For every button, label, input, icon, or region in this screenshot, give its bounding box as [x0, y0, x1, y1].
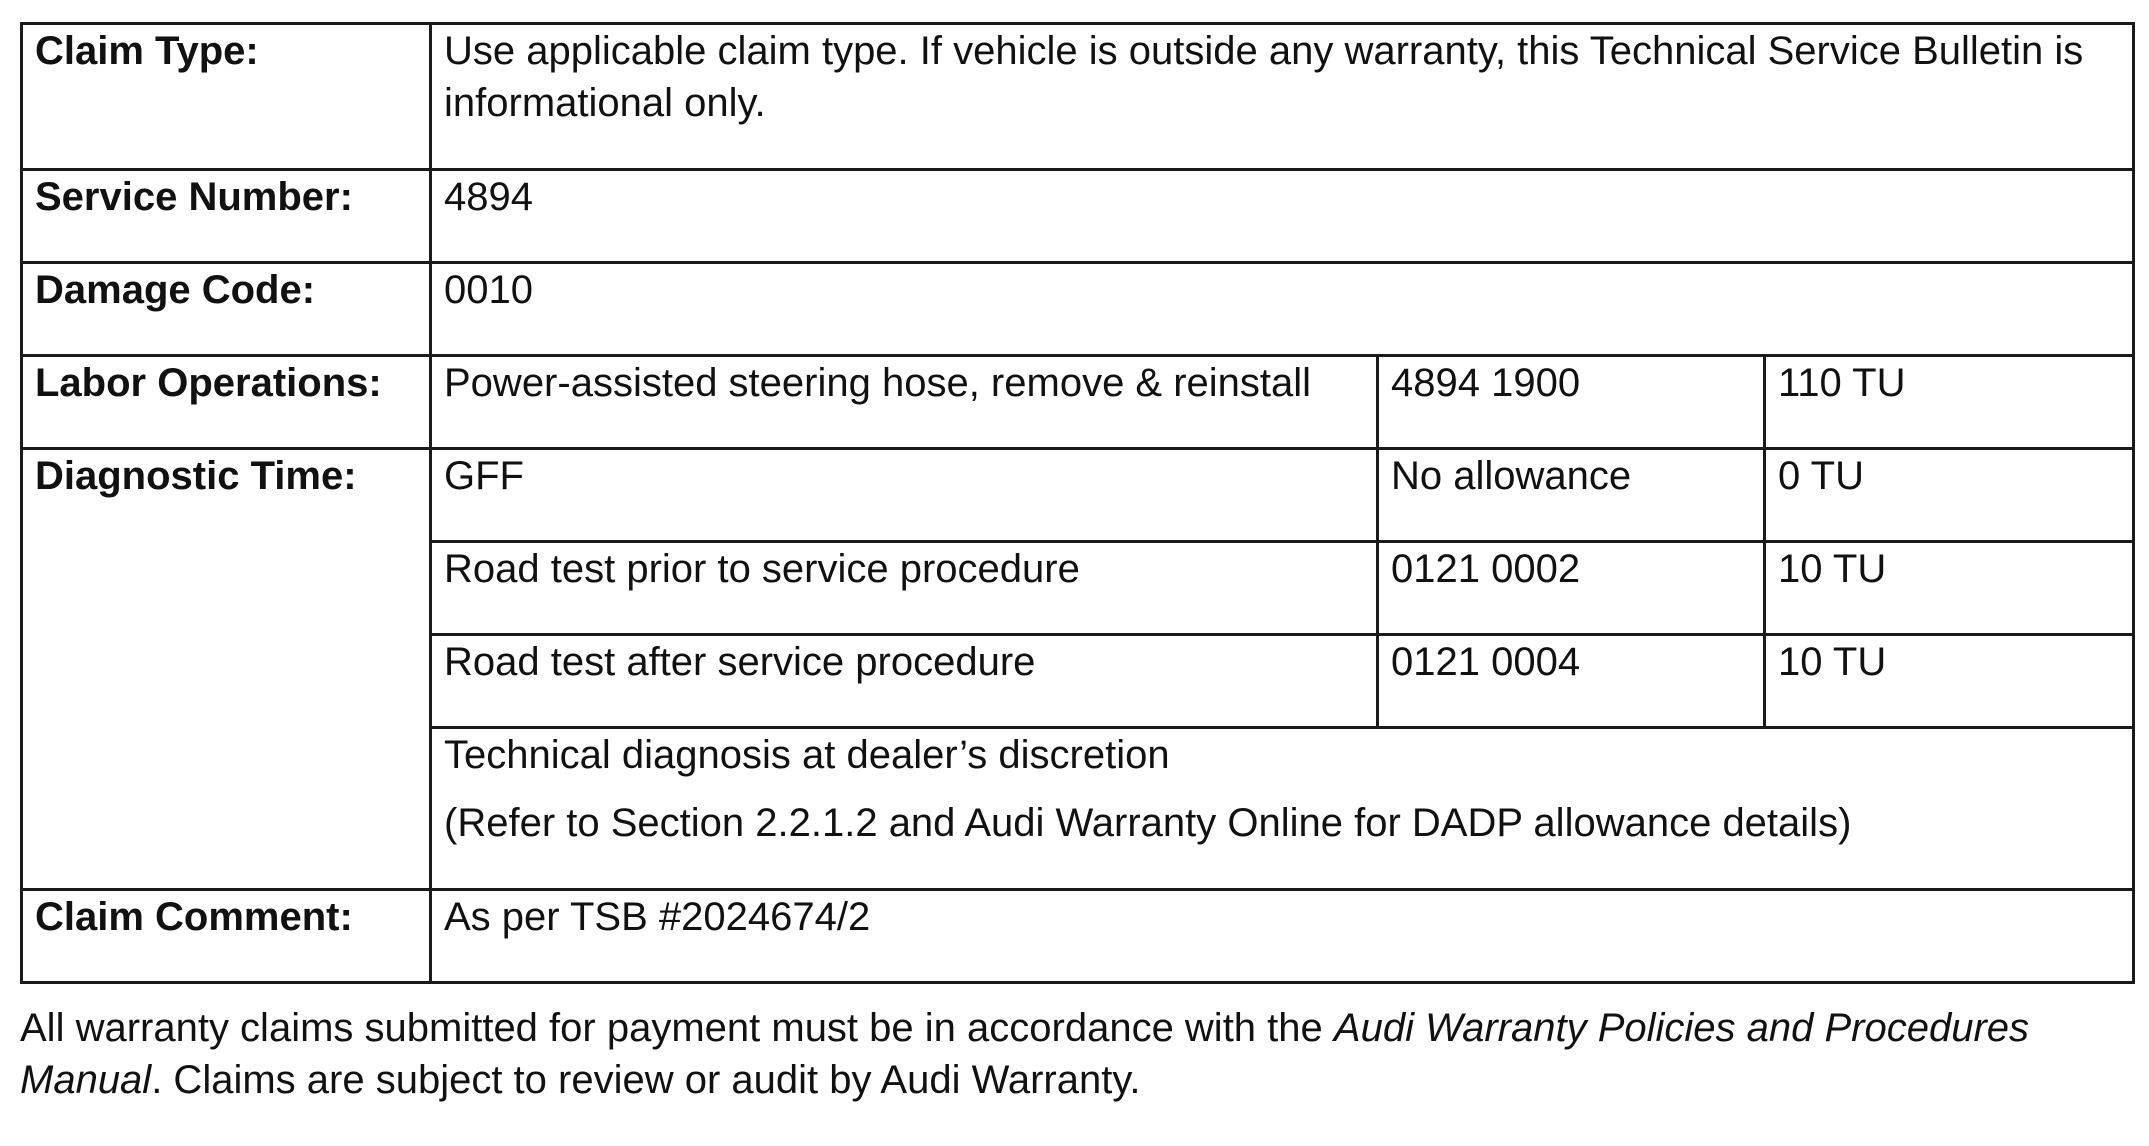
diagnostic-time-label: Diagnostic Time: [22, 449, 431, 890]
diagnostic-item-description: GFF [431, 449, 1378, 542]
footer-text-after: . Claims are subject to review or audit by Audi Warranty. [151, 1058, 1141, 1102]
diagnostic-item-code: 0121 0004 [1378, 635, 1765, 728]
claim-comment-value: As per TSB #2024674/2 [431, 890, 2134, 983]
diagnostic-item-time: 10 TU [1765, 542, 2134, 635]
diagnostic-item-time: 10 TU [1765, 635, 2134, 728]
diagnostic-item-code: 0121 0002 [1378, 542, 1765, 635]
diagnostic-note-line: Technical diagnosis at dealer’s discretion [444, 733, 1170, 777]
labor-operation-code: 4894 1900 [1378, 356, 1765, 449]
claim-type-row [22, 24, 2134, 170]
service-number-row [22, 170, 2134, 263]
footer-text-before: All warranty claims submitted for payment must be in accordance with the [20, 1006, 1334, 1050]
damage-code-label: Damage Code: [22, 263, 431, 356]
diagnostic-item-description: Road test after service procedure [431, 635, 1378, 728]
service-number-label: Service Number: [22, 170, 431, 263]
service-number-value: 4894 [431, 170, 2134, 263]
diagnostic-item-description: Road test prior to service procedure [431, 542, 1378, 635]
labor-operation-description: Power-assisted steering hose, remove & reinstall [431, 356, 1378, 449]
claim-comment-row [22, 890, 2134, 983]
claim-comment-label: Claim Comment: [22, 890, 431, 983]
labor-operations-label: Labor Operations: [22, 356, 431, 449]
diagnostic-time-row [22, 449, 2134, 542]
manual-title: Audi Warranty Policies and Procedures Manual [20, 1006, 2030, 1102]
claim-type-label: Claim Type: [22, 24, 431, 170]
labor-operation-time: 110 TU [1765, 356, 2134, 449]
warranty-claim-document [20, 22, 2132, 1146]
labor-operations-row [22, 356, 2134, 449]
damage-code-value: 0010 [431, 263, 2134, 356]
claim-type-value: Use applicable claim type. If vehicle is outside any warranty, this Technical Service Bulletin is informational only. [431, 24, 2134, 170]
warranty-claim-table [20, 22, 2135, 984]
diagnostic-note-reference: (Refer to Section 2.2.1.2 and Audi Warranty Online for DADP allowance details) [444, 801, 1852, 845]
warranty-footer-note [20, 1002, 2132, 1106]
diagnostic-item-time: 0 TU [1765, 449, 2134, 542]
diagnostic-note [431, 728, 2134, 890]
damage-code-row [22, 263, 2134, 356]
diagnostic-item-code: No allowance [1378, 449, 1765, 542]
